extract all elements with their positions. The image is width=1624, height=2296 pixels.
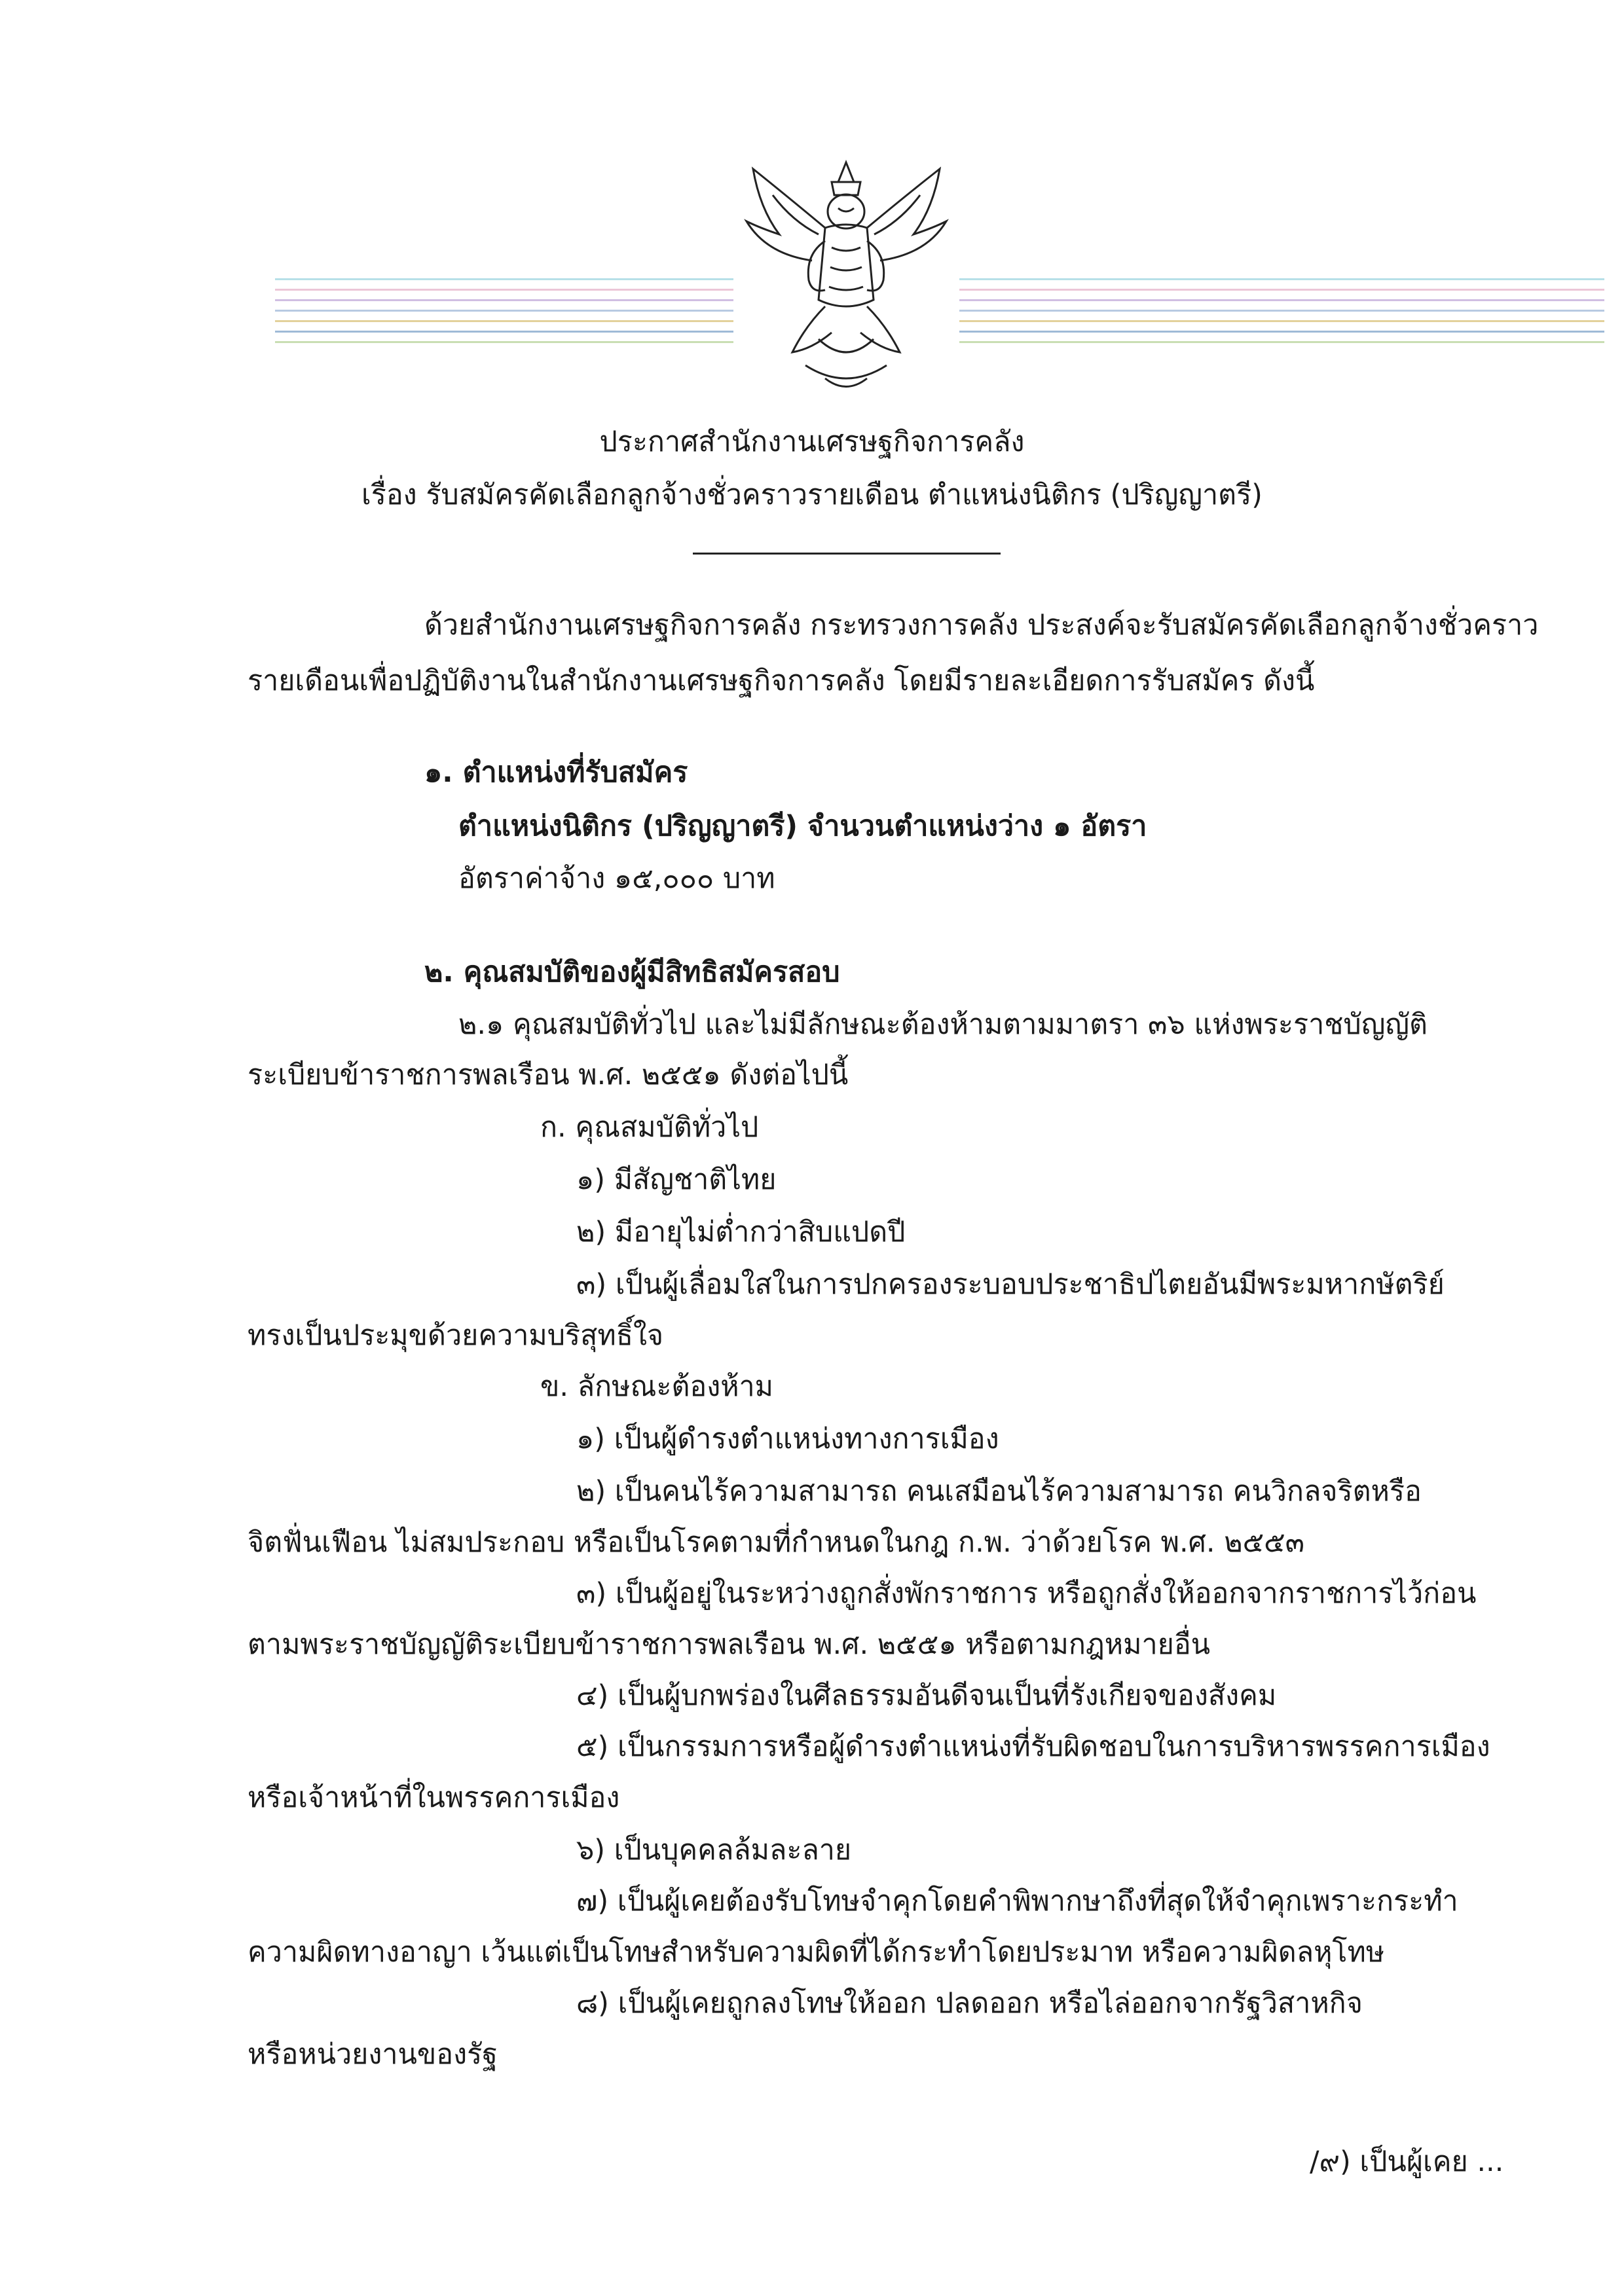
list-item: หรือหน่วยงานของรัฐ xyxy=(248,2038,498,2071)
list-item: ๑) มีสัญชาติไทย xyxy=(576,1163,777,1196)
list-item: ๒) มีอายุไม่ต่ำกว่าสิบแปดปี xyxy=(576,1216,906,1248)
list-heading: ก. คุณสมบัติทั่วไป xyxy=(540,1111,759,1144)
title-divider xyxy=(693,553,1001,555)
list-item: ตามพระราชบัญญัติระเบียบข้าราชการพลเรือน พ.ศ. ๒๕๕๑ หรือตามกฎหมายอื่น xyxy=(248,1628,1211,1661)
list-item: ๔) เป็นผู้บกพร่องในศีลธรรมอันดีจนเป็นที่รังเกียจของสังคม xyxy=(576,1679,1277,1712)
page-subject: เรื่อง รับสมัครคัดเลือกลูกจ้างชั่วคราวรายเดือน ตำแหน่งนิติกร (ปริญญาตรี) xyxy=(361,479,1263,511)
list-item: ๑) เป็นผู้ดำรงตำแหน่งทางการเมือง xyxy=(576,1423,999,1455)
intro-line: ด้วยสำนักงานเศรษฐกิจการคลัง กระทรวงการคลัง ประสงค์จะรับสมัครคัดเลือกลูกจ้างชั่วคราว xyxy=(424,609,1539,642)
list-item: ๓) เป็นผู้เลื่อมใสในการปกครองระบอบประชาธิปไตยอันมีพระมหากษัตริย์ xyxy=(576,1268,1445,1301)
continuation-note: /๙) เป็นผู้เคย ... xyxy=(1310,2145,1504,2178)
list-item: ๕) เป็นกรรมการหรือผู้ดำรงตำแหน่งที่รับผิดชอบในการบริหารพรรคการเมือง xyxy=(576,1730,1490,1763)
list-item: ทรงเป็นประมุขด้วยความบริสุทธิ์ใจ xyxy=(248,1319,664,1352)
intro-line: รายเดือนเพื่อปฏิบัติงานในสำนักงานเศรษฐกิจการคลัง โดยมีรายละเอียดการรับสมัคร ดังนี้ xyxy=(248,665,1315,697)
list-item: ๖) เป็นบุคคลล้มละลาย xyxy=(576,1834,852,1867)
list-item: จิตฟั่นเฟือน ไม่สมประกอบ หรือเป็นโรคตามที่กำหนดในกฎ ก.พ. ว่าด้วยโรค พ.ศ. ๒๕๕๓ xyxy=(248,1526,1305,1559)
section-1-heading: ๑. ตำแหน่งที่รับสมัคร xyxy=(424,756,688,789)
paragraph-line: ระเบียบข้าราชการพลเรือน พ.ศ. ๒๕๕๑ ดังต่อไปนี้ xyxy=(248,1059,849,1091)
list-item: ๓) เป็นผู้อยู่ในระหว่างถูกสั่งพักราชการ หรือถูกสั่งให้ออกจากราชการไว้ก่อน xyxy=(576,1577,1477,1610)
list-item: ความผิดทางอาญา เว้นแต่เป็นโทษสำหรับความผิดที่ได้กระทำโดยประมาท หรือความผิดลหุโทษ xyxy=(248,1936,1385,1969)
section-1-position: ตำแหน่งนิติกร (ปริญญาตรี) จำนวนตำแหน่งว่าง ๑ อัตรา xyxy=(458,810,1147,843)
list-item: ๗) เป็นผู้เคยต้องรับโทษจำคุกโดยคำพิพากษาถึงที่สุดให้จำคุกเพราะกระทำ xyxy=(576,1885,1458,1918)
section-2-heading: ๒. คุณสมบัติของผู้มีสิทธิสมัครสอบ xyxy=(424,956,840,989)
list-item: ๒) เป็นคนไร้ความสามารถ คนเสมือนไร้ความสามารถ คนวิกลจริตหรือ xyxy=(576,1475,1422,1508)
list-item: หรือเจ้าหน้าที่ในพรรคการเมือง xyxy=(248,1781,620,1814)
list-heading: ข. ลักษณะต้องห้าม xyxy=(540,1370,774,1403)
garuda-emblem-icon xyxy=(733,156,959,399)
page-title: ประกาศสำนักงานเศรษฐกิจการคลัง xyxy=(599,426,1025,458)
paragraph-line: ๒.๑ คุณสมบัติทั่วไป และไม่มีลักษณะต้องห้ามตามมาตรา ๓๖ แห่งพระราชบัญญัติ xyxy=(458,1008,1428,1041)
section-1-wage: อัตราค่าจ้าง ๑๕,๐๐๐ บาท xyxy=(458,862,775,895)
list-item: ๘) เป็นผู้เคยถูกลงโทษให้ออก ปลดออก หรือไล่ออกจากรัฐวิสาหกิจ xyxy=(576,1987,1363,2020)
